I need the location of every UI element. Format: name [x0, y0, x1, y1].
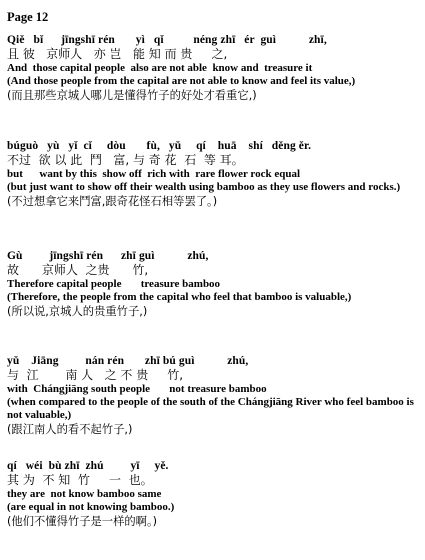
pinyin-line: Gù jīngshī rén zhī guì zhú, — [7, 250, 209, 262]
modern-chinese-translation: (所以说,京城人的贵重竹子,) — [7, 305, 148, 318]
classical-chinese-line: 与 江 南 人 之 不 贵 竹, — [7, 368, 184, 382]
classical-chinese-line: 且 彼 京师人 亦 岂 能 知 而 贵 之, — [7, 47, 228, 61]
pinyin-line: qí wéi bù zhī zhú yī yě. — [7, 460, 169, 472]
modern-chinese-translation: (跟江南人的看不起竹子,) — [7, 423, 133, 436]
stanza-2 — [7, 140, 419, 210]
stanza-3 — [7, 250, 419, 320]
stanza-1 — [7, 34, 419, 104]
english-translation: (And those people from the capital are not able to know and feel its value,) — [7, 75, 356, 87]
english-translation: (but just want to show off their wealth using bamboo as they use flowers and rocks.) — [7, 181, 401, 193]
english-translation: (are equal in not knowing bamboo.) — [7, 501, 175, 513]
literal-english-line: with Chángjiāng south people not treasure bamboo — [7, 383, 267, 395]
modern-chinese-translation: (而且那些京城人哪儿是懂得竹子的好处才看重它,) — [7, 89, 257, 102]
modern-chinese-translation: (他们不懂得竹子是一样的啊。) — [7, 515, 158, 528]
pinyin-line: búguò yù yǐ cǐ dòu fù, yǔ qí huā shí děng ěr. — [7, 140, 312, 152]
english-translation: (when compared to the people of the south of the Chángjiāng River who feel bamboo is not valuable,) — [7, 396, 414, 421]
literal-english-line: but want by this show off rich with rare flower rock equal — [7, 168, 301, 180]
stanza-5 — [7, 460, 419, 530]
pinyin-line: yǔ Jiāng nán rén zhī bú guì zhú, — [7, 355, 249, 367]
classical-chinese-line: 故 京师人 之贵 竹, — [7, 263, 149, 277]
literal-english-line: they are not know bamboo same — [7, 488, 162, 500]
stanza-4 — [7, 355, 419, 438]
literal-english-line: Therefore capital people treasure bamboo — [7, 278, 221, 290]
page-number: Page 12 — [7, 10, 49, 24]
english-translation: (Therefore, the people from the capital who feel that bamboo is valuable,) — [7, 291, 352, 303]
classical-chinese-line: 不过 欲 以 此 鬥 富, 与 奇 花 石 等 耳。 — [7, 153, 244, 167]
literal-english-line: And those capital people also are not able know and treasure it — [7, 62, 313, 74]
pinyin-line: Qiě bǐ jīngshī rén yì qǐ néng zhī ér guì zhī, — [7, 34, 327, 46]
modern-chinese-translation: (不过想拿它来鬥富,跟奇花怪石相等罢了。) — [7, 195, 218, 208]
classical-chinese-line: 其 为 不 知 竹 一 也。 — [7, 473, 153, 487]
